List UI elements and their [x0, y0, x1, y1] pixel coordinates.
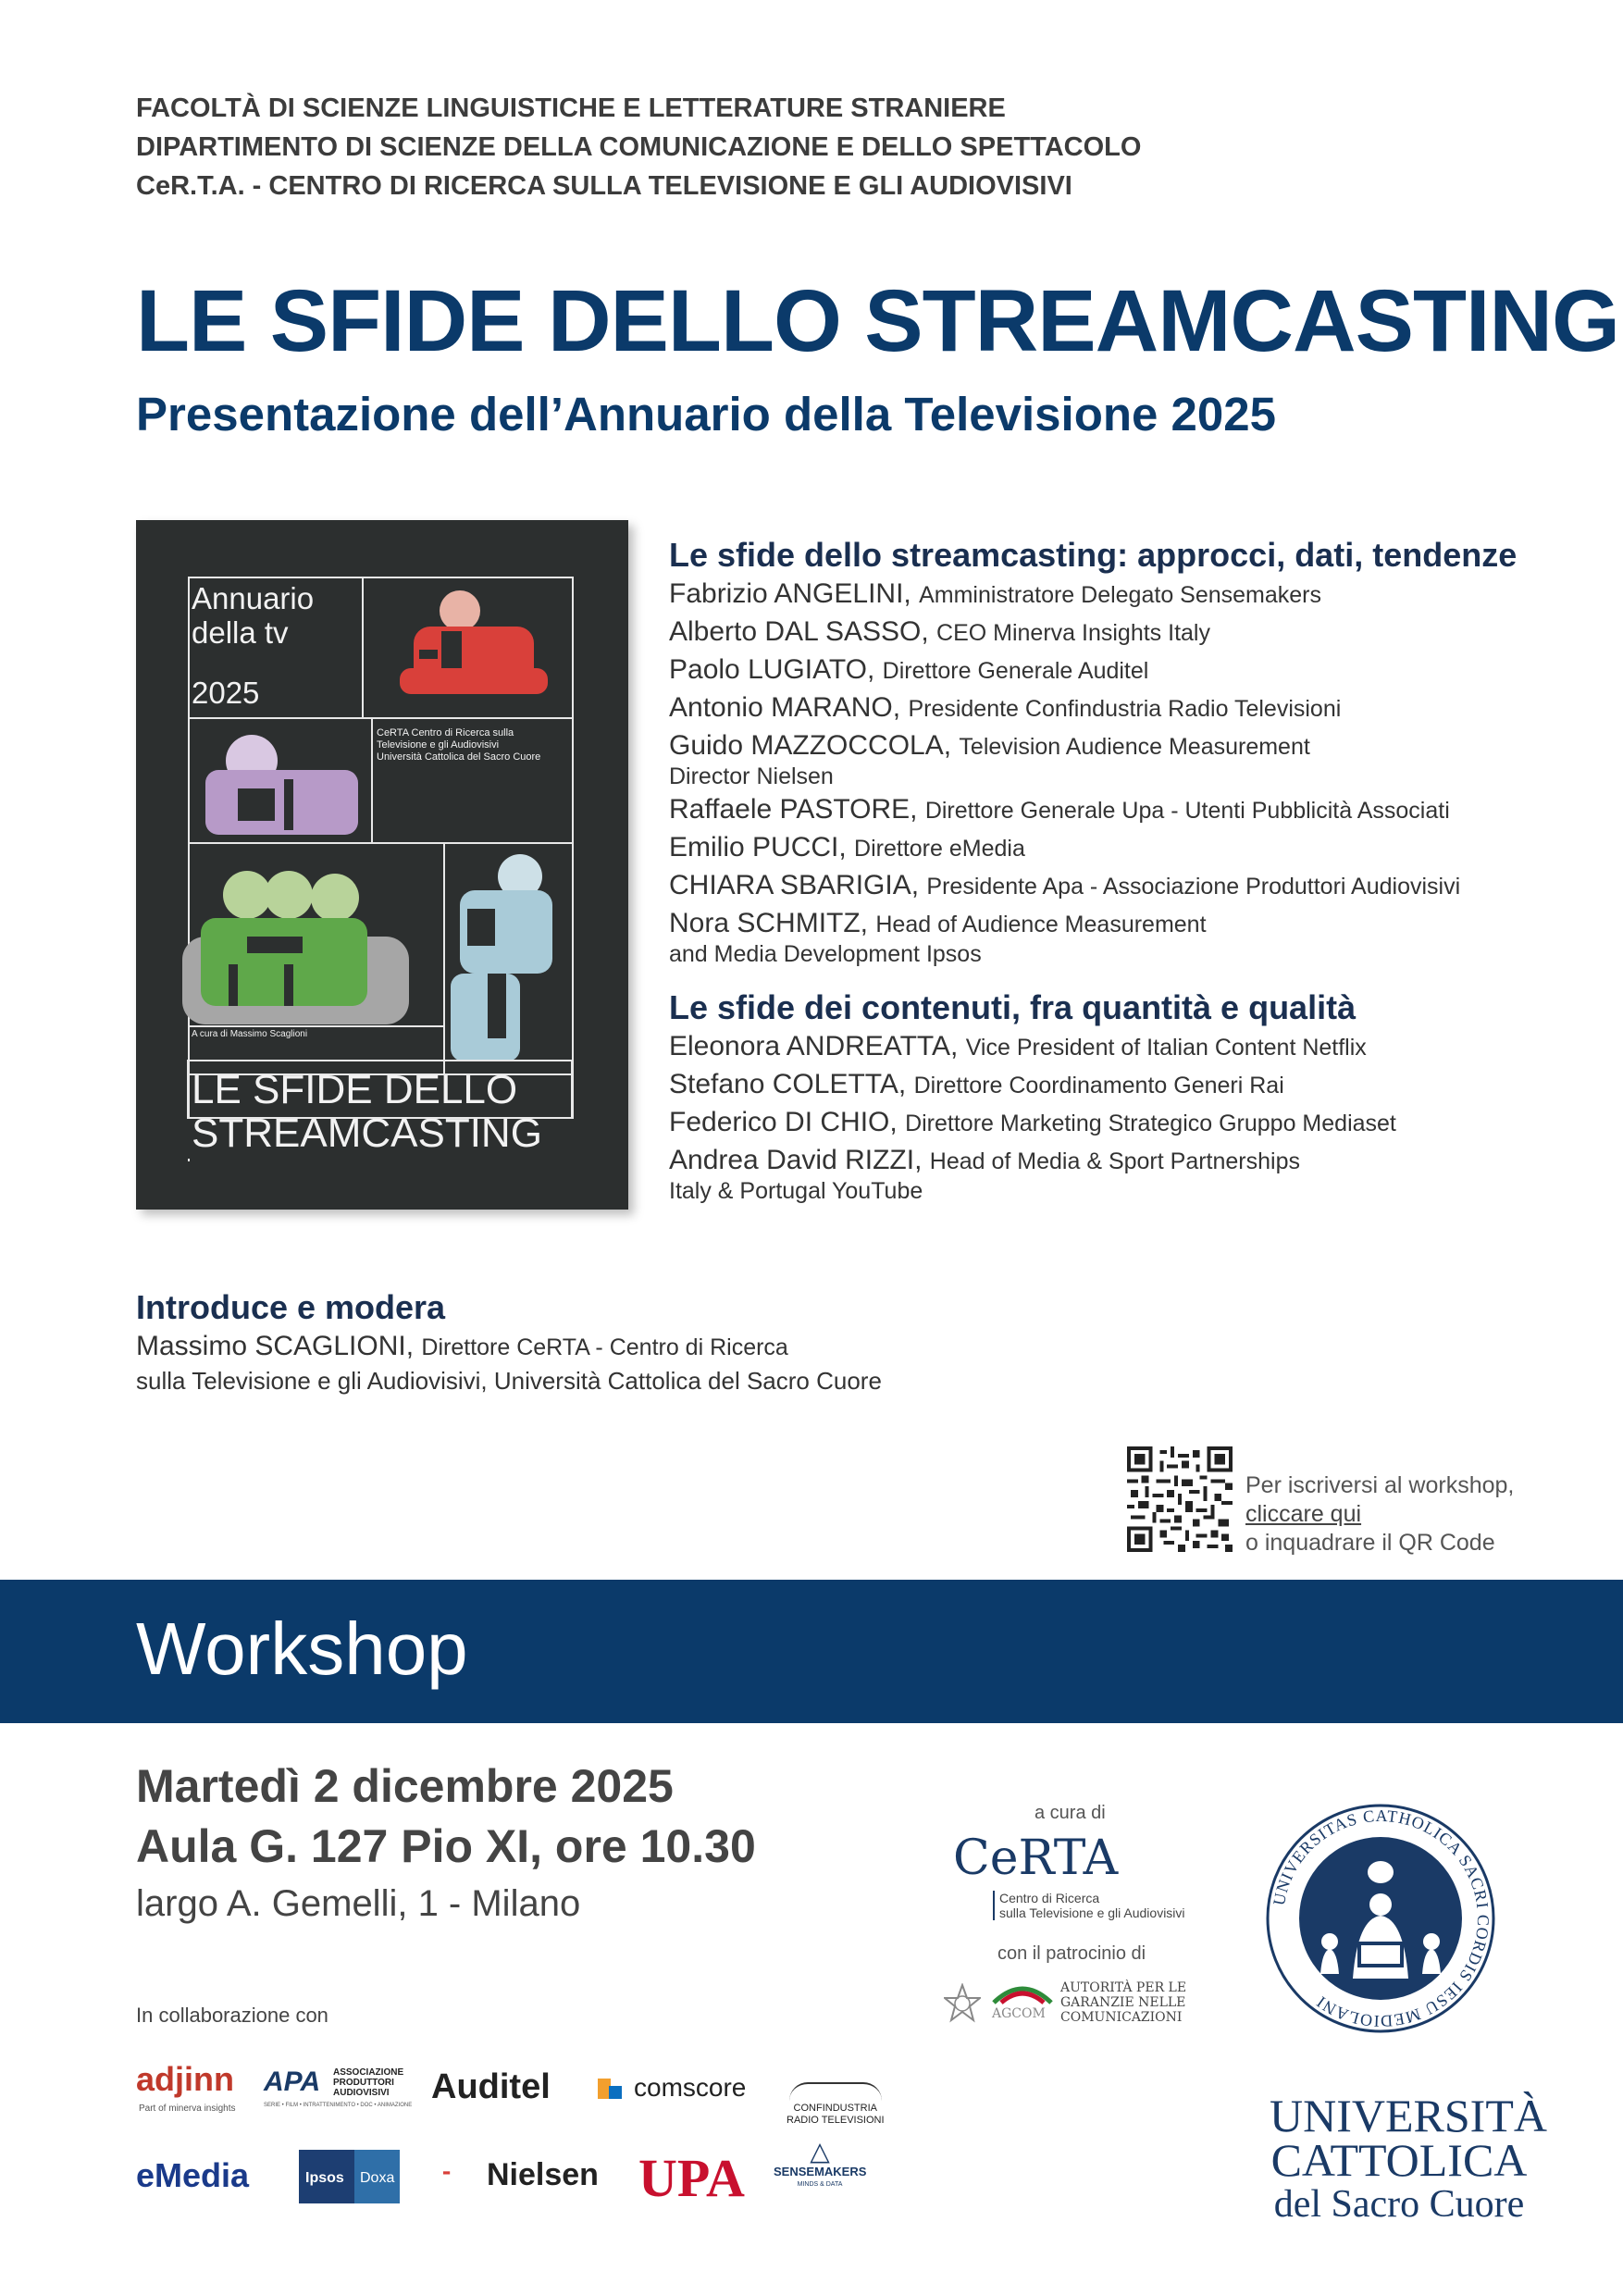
- certa-sub2: sulla Televisione e gli Audiovisivi: [999, 1905, 1185, 1920]
- book-cover: [136, 520, 628, 1210]
- speaker-role: Vice President of Italian Content Netflix: [965, 1035, 1367, 1061]
- moderator-heading: Introduce e modera: [136, 1288, 446, 1326]
- purple-figure-illustration: [205, 735, 358, 835]
- speaker-name: Nora SCHMITZ,: [669, 908, 869, 938]
- apa-text1: ASSOCIAZIONE: [333, 2067, 404, 2078]
- speaker-role-cont: and Media Development Ipsos: [669, 941, 982, 967]
- italian-republic-emblem-icon: [944, 1983, 981, 2024]
- cover-center-line3: Università Cattolica del Sacro Cuore: [377, 751, 541, 763]
- header-line-faculty: FACOLTÀ DI SCIENZE LINGUISTICHE E LETTERATURE STRANIERE: [136, 93, 1006, 123]
- sensemakers-sub: MINDS & DATA: [797, 2181, 843, 2188]
- agcom-arc-icon: [990, 1980, 1055, 2004]
- nielsen-logo: Nielsen: [487, 2157, 599, 2192]
- cover-title-frame: [188, 1061, 572, 1118]
- university-name-line1: UNIVERSITÀ: [1270, 2090, 1547, 2141]
- sensemakers-logo: [774, 2138, 866, 2191]
- cover-title-line2: della tv: [192, 615, 289, 650]
- page-subtitle: Presentazione dell’Annuario della Televisione 2025: [136, 388, 1276, 441]
- a-cura-di-label: a cura di: [1035, 1803, 1106, 1823]
- moderator-name: Massimo SCAGLIONI,: [136, 1331, 415, 1361]
- speaker-role: Presidente Apa - Associazione Produttori Audiovisivi: [926, 874, 1461, 900]
- registration-line3: o inquadrare il QR Code: [1245, 1530, 1495, 1556]
- qr-code[interactable]: [1127, 1446, 1233, 1552]
- speaker-name: Alberto DAL SASSO,: [669, 616, 929, 647]
- cover-big-line2: STREAMCASTING: [192, 1111, 542, 1156]
- green-group-illustration: [182, 871, 409, 1024]
- speaker-role: Amministratore Delegato Sensemakers: [919, 582, 1322, 608]
- speaker-role: Head of Audience Measurement: [875, 912, 1207, 937]
- header-line-centre: CeR.T.A. - CENTRO DI RICERCA SULLA TELEVISIONE E GLI AUDIOVISIVI: [136, 171, 1072, 201]
- speaker: [669, 727, 1594, 765]
- doxa-text: Doxa: [360, 2170, 395, 2186]
- certa-sub: [993, 1891, 1185, 1920]
- speakers-panel: [669, 535, 1594, 1206]
- event-date: Martedì 2 dicembre 2025: [136, 1760, 674, 1812]
- speaker-role: Direttore Coordinamento Generi Rai: [913, 1073, 1284, 1098]
- section2-heading: Le sfide dei contenuti, fra quantità e qualità: [669, 988, 1357, 1026]
- speaker-role: CEO Minerva Insights Italy: [936, 620, 1210, 646]
- moderator: [136, 1328, 882, 1366]
- speaker-name: Stefano COLETTA,: [669, 1069, 907, 1099]
- patrocinio-label: con il patrocinio di: [997, 1943, 1146, 1964]
- auditel-logo: Auditel: [431, 2067, 551, 2106]
- crtv-logo: [787, 2082, 885, 2127]
- crtv-icon: [789, 2082, 882, 2101]
- apa-text3: AUDIOVISIVI: [333, 2088, 390, 2098]
- speaker-role: Direttore Generale Upa - Utenti Pubblicità Associati: [924, 798, 1450, 824]
- speaker-role: Head of Media & Sport Partnerships: [929, 1148, 1300, 1174]
- speaker-role-cont: Director Nielsen: [669, 763, 834, 789]
- apa-text2: PRODUTTORI: [333, 2078, 394, 2088]
- apa-logo: APA: [264, 2066, 321, 2097]
- speaker: [669, 689, 1594, 727]
- speaker-name: Emilio PUCCI,: [669, 832, 847, 863]
- speaker-role: Presidente Confindustria Radio Televisioni: [908, 696, 1342, 722]
- speaker: [669, 1142, 1594, 1180]
- cover-title-line1: Annuario: [192, 581, 315, 615]
- cover-illustrations: [136, 520, 628, 1210]
- speaker-name: Fabrizio ANGELINI,: [669, 578, 911, 609]
- speaker: [669, 829, 1594, 867]
- sensemakers-text: SENSEMAKERS: [774, 2165, 867, 2178]
- workshop-label: Workshop: [136, 1607, 468, 1690]
- moderator-role-cont: sulla Televisione e gli Audiovisivi, Università Cattolica del Sacro Cuore: [136, 1367, 882, 1395]
- speaker-role-cont: Italy & Portugal YouTube: [669, 1178, 923, 1204]
- emedia-logo: eMedia: [136, 2156, 250, 2194]
- speaker: [669, 1028, 1594, 1066]
- section1-heading: Le sfide dello streamcasting: approcci, dati, tendenze: [669, 536, 1518, 574]
- university-name-line3: del Sacro Cuore: [1273, 2183, 1525, 2226]
- faculty-header: [136, 89, 1141, 205]
- section-spacer: [669, 969, 1594, 987]
- speaker: [669, 867, 1594, 905]
- agcom-text: [1060, 1980, 1186, 2025]
- agcom-line2: GARANZIE NELLE: [1060, 1995, 1186, 2010]
- crtv-text1: CONFINDUSTRIA: [793, 2103, 877, 2114]
- speaker-name: Paolo LUGIATO,: [669, 654, 875, 685]
- speaker: [669, 1066, 1594, 1104]
- speaker-name: CHIARA SBARIGIA,: [669, 870, 920, 900]
- comscore-logo: comscore: [634, 2073, 747, 2102]
- cover-big-line1: LE SFIDE DELLO: [192, 1067, 518, 1112]
- adjinn-logo: adjinn: [136, 2060, 234, 2098]
- speaker-name: Antonio MARANO,: [669, 692, 901, 723]
- cover-center-line2: Televisione e gli Audiovisivi: [377, 739, 500, 751]
- registration-link[interactable]: cliccare qui: [1245, 1501, 1362, 1527]
- certa-sub1: Centro di Ricerca: [999, 1891, 1100, 1905]
- certa-logo: CeRTA: [953, 1831, 1119, 1886]
- page-title: LE SFIDE DELLO STREAMCASTING: [136, 272, 1619, 370]
- agcom-abbr: AGCOM: [992, 2006, 1046, 2021]
- adjinn-sub: Part of minerva insights: [139, 2104, 236, 2114]
- apa-text: [333, 2067, 403, 2098]
- header-line-department: DIPARTIMENTO DI SCIENZE DELLA COMUNICAZIONE E DELLO SPETTACOLO: [136, 132, 1142, 162]
- speaker-name: Andrea David RIZZI,: [669, 1145, 923, 1175]
- speaker-name: Federico DI CHIO,: [669, 1107, 898, 1137]
- collaboration-label: In collaborazione con: [136, 2004, 328, 2027]
- speaker: [669, 614, 1594, 652]
- speaker: [669, 1104, 1594, 1142]
- speaker-role: Direttore Generale Auditel: [882, 658, 1149, 684]
- cover-center-line1: CeRTA Centro di Ricerca sulla: [377, 727, 514, 738]
- speaker-name: Eleonora ANDREATTA,: [669, 1031, 959, 1061]
- moderator-block: [136, 1287, 882, 1396]
- speaker: [669, 791, 1594, 829]
- speaker: [669, 576, 1594, 614]
- lightblue-figure-illustration: [451, 854, 552, 1061]
- upa-logo: UPA: [638, 2148, 745, 2208]
- university-name-line2: CATTOLICA: [1270, 2134, 1528, 2186]
- red-figure-illustration: [400, 590, 548, 694]
- agcom-line3: COMUNICAZIONI: [1060, 2010, 1183, 2025]
- comscore-icon-b: [609, 2086, 622, 2099]
- university-name: [1270, 2090, 1547, 2227]
- event-address: largo A. Gemelli, 1 - Milano: [136, 1883, 581, 1924]
- apa-sub: SERIE • FILM • INTRATTENIMENTO • DOC • ANIMAZIONE: [264, 2103, 413, 2108]
- moderator-role: Direttore CeRTA - Centro di Ricerca: [421, 1334, 788, 1360]
- ipsos-text: Ipsos: [305, 2170, 344, 2186]
- speaker-role: Direttore eMedia: [854, 836, 1025, 862]
- speaker-role: Direttore Marketing Strategico Gruppo Mediaset: [905, 1111, 1396, 1136]
- seal-text: UNIVERSITAS CATHOLICA SACRI CORDIS IESU MEDIOLANI: [1269, 1806, 1493, 2031]
- registration-text: [1245, 1471, 1514, 1558]
- registration-line1: Per iscriversi al workshop,: [1245, 1472, 1515, 1498]
- speaker: [669, 652, 1594, 689]
- speaker-name: Guido MAZZOCCOLA,: [669, 730, 952, 761]
- sensemakers-icon: △: [810, 2137, 830, 2166]
- speaker-role: Television Audience Measurement: [959, 734, 1310, 760]
- university-seal-icon: [1265, 1803, 1496, 2034]
- cover-editor: A cura di Massimo Scaglioni: [192, 1029, 308, 1039]
- crtv-text2: RADIO TELEVISIONI: [787, 2115, 885, 2126]
- speaker-name: Raffaele PASTORE,: [669, 794, 918, 825]
- cover-year: 2025: [192, 676, 260, 710]
- event-place: Aula G. 127 Pio XI, ore 10.30: [136, 1820, 756, 1872]
- nielsen-icon: ⁃: [441, 2162, 452, 2185]
- speaker: [669, 905, 1594, 943]
- agcom-line1: AUTORITÀ PER LE: [1060, 1980, 1187, 1995]
